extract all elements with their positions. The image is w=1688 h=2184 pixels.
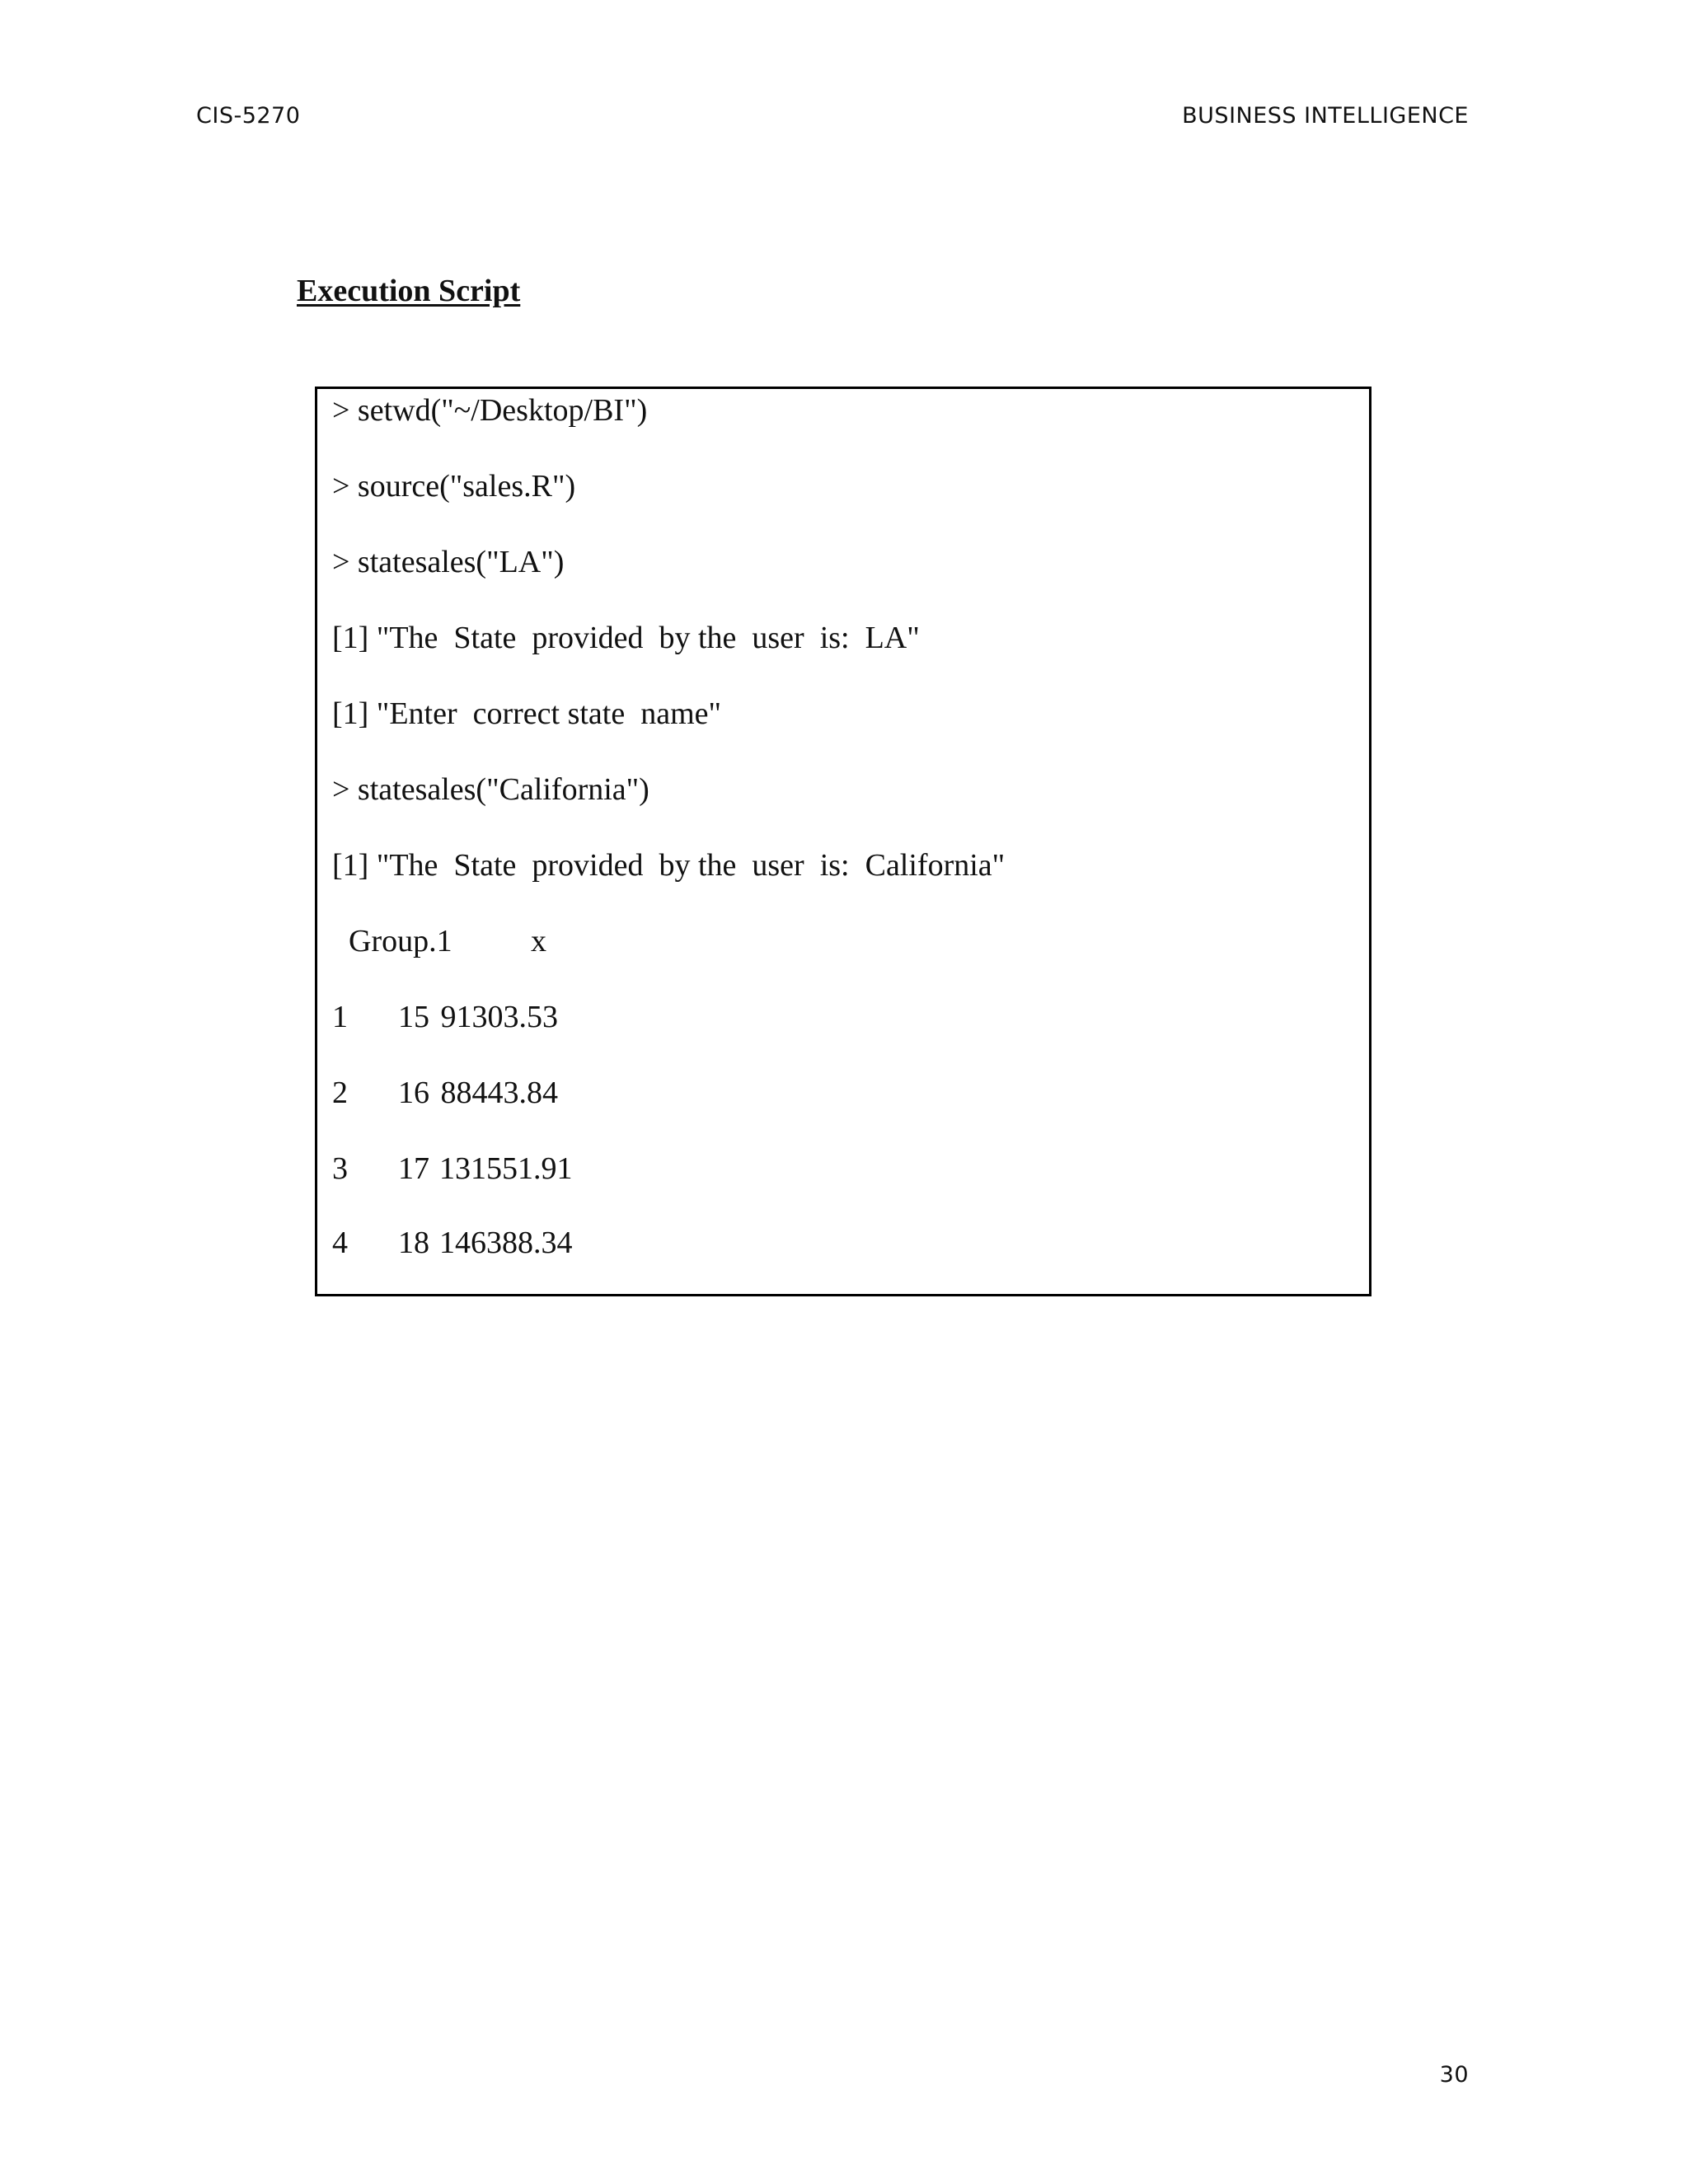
script-line: > statesales("LA") bbox=[332, 545, 565, 579]
page-number: 30 bbox=[1439, 2062, 1469, 2088]
script-output-box bbox=[315, 387, 1372, 1296]
column-header-x: x bbox=[531, 924, 546, 958]
row-group: 18 bbox=[398, 1226, 429, 1260]
section-title: Execution Script bbox=[297, 274, 521, 308]
row-group: 16 bbox=[398, 1076, 429, 1110]
table-row bbox=[317, 1151, 1369, 1187]
table-row bbox=[317, 1075, 1369, 1111]
row-index: 4 bbox=[332, 1226, 348, 1260]
row-index: 3 bbox=[332, 1151, 348, 1186]
row-x: 91303.53 bbox=[440, 1000, 558, 1034]
script-line: > source("sales.R") bbox=[332, 469, 576, 504]
row-x: 88443.84 bbox=[440, 1076, 558, 1110]
row-group: 17 bbox=[398, 1151, 429, 1186]
script-line: > setwd("~/Desktop/BI") bbox=[332, 393, 648, 428]
header-course-title: BUSINESS INTELLIGENCE bbox=[1182, 103, 1469, 129]
table-row bbox=[317, 1225, 1369, 1261]
column-header-group: Group.1 bbox=[349, 924, 452, 958]
row-x: 131551.91 bbox=[439, 1151, 573, 1186]
table-row bbox=[317, 999, 1369, 1035]
script-line: [1] "The State provided by the user is: California" bbox=[332, 848, 1006, 883]
row-x: 146388.34 bbox=[439, 1226, 573, 1260]
row-group: 15 bbox=[398, 1000, 429, 1034]
script-line: [1] "The State provided by the user is: LA" bbox=[332, 621, 920, 655]
header-course-code: CIS-5270 bbox=[196, 103, 301, 129]
script-line: > statesales("California") bbox=[332, 772, 649, 807]
row-index: 1 bbox=[332, 1000, 348, 1034]
row-index: 2 bbox=[332, 1076, 348, 1110]
script-line: [1] "Enter correct state name" bbox=[332, 696, 722, 731]
